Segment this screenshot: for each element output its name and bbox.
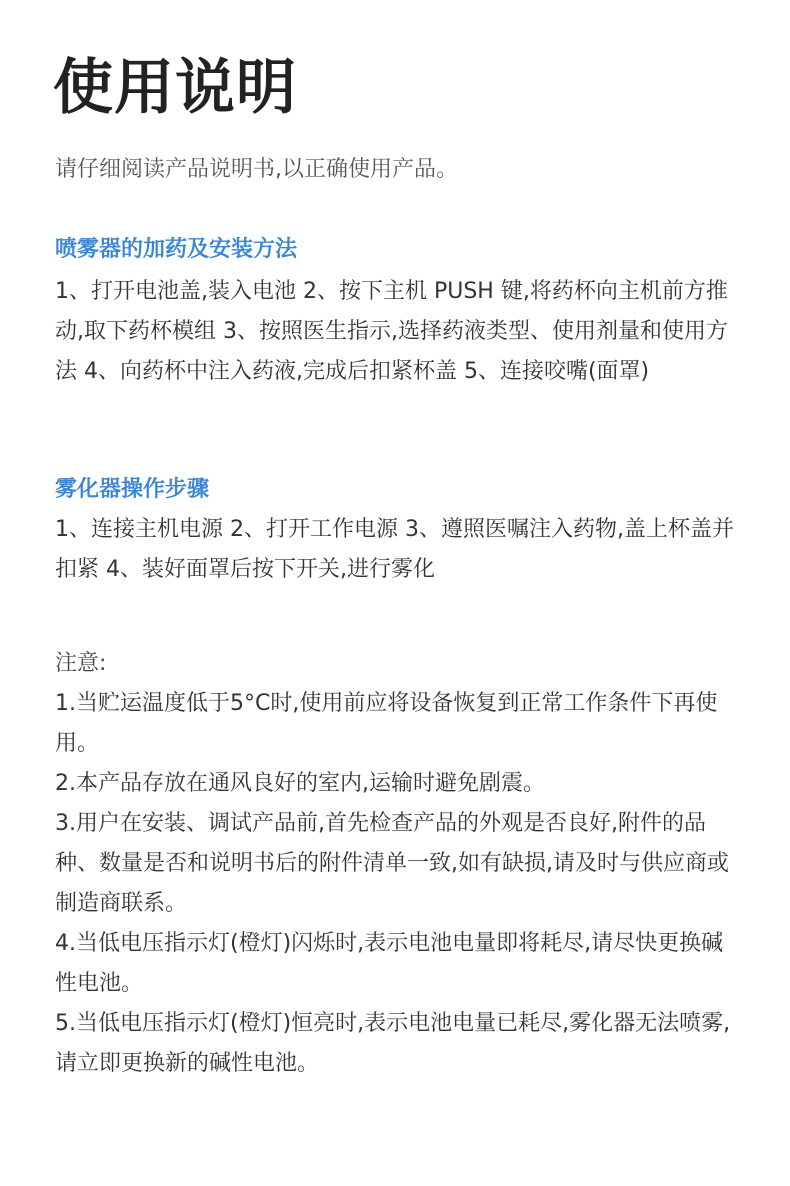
page-title: 使用说明: [53, 53, 297, 123]
note-item: 5.当低电压指示灯(橙灯)恒亮时,表示电池电量已耗尽,雾化器无法喷雾,请立即更换新的碱性电池。: [55, 1011, 731, 1076]
instruction-page: [55, 0, 755, 1186]
notes-label: 注意:: [55, 651, 107, 676]
note-item: 3.用户在安装、调试产品前,首先检查产品的外观是否良好,附件的品种、数量是否和说明书后的附件清单一致,如有缺损,请及时与供应商或制造商联系。: [55, 811, 729, 916]
note-item: 4.当低电压指示灯(橙灯)闪烁时,表示电池电量即将耗尽,请尽快更换碱性电池。: [55, 931, 724, 996]
section-heading-operation: 雾化器操作步骤: [55, 477, 210, 502]
note-item: 2.本产品存放在通风良好的室内,运输时避免剧震。: [55, 771, 545, 796]
section-heading-install: 喷雾器的加药及安装方法: [55, 237, 298, 262]
section-body-operation: 1、连接主机电源 2、打开工作电源 3、遵照医嘱注入药物,盖上杯盖并扣紧 4、装好面罩后按下开关,进行雾化: [55, 517, 734, 582]
section-body-install: 1、打开电池盖,装入电池 2、按下主机 PUSH 键,将药杯向主机前方推动,取下药杯模组 3、按照医生指示,选择药液类型、使用剂量和使用方法 4、向药杯中注入药液,完成后扣紧杯盖 5、连接咬嘴(面罩): [55, 279, 728, 384]
intro-text: 请仔细阅读产品说明书,以正确使用产品。: [55, 157, 458, 182]
notes-list: [55, 684, 745, 1084]
note-item: 1.当贮运温度低于5°C时,使用前应将设备恢复到正常工作条件下再使用。: [55, 691, 718, 756]
